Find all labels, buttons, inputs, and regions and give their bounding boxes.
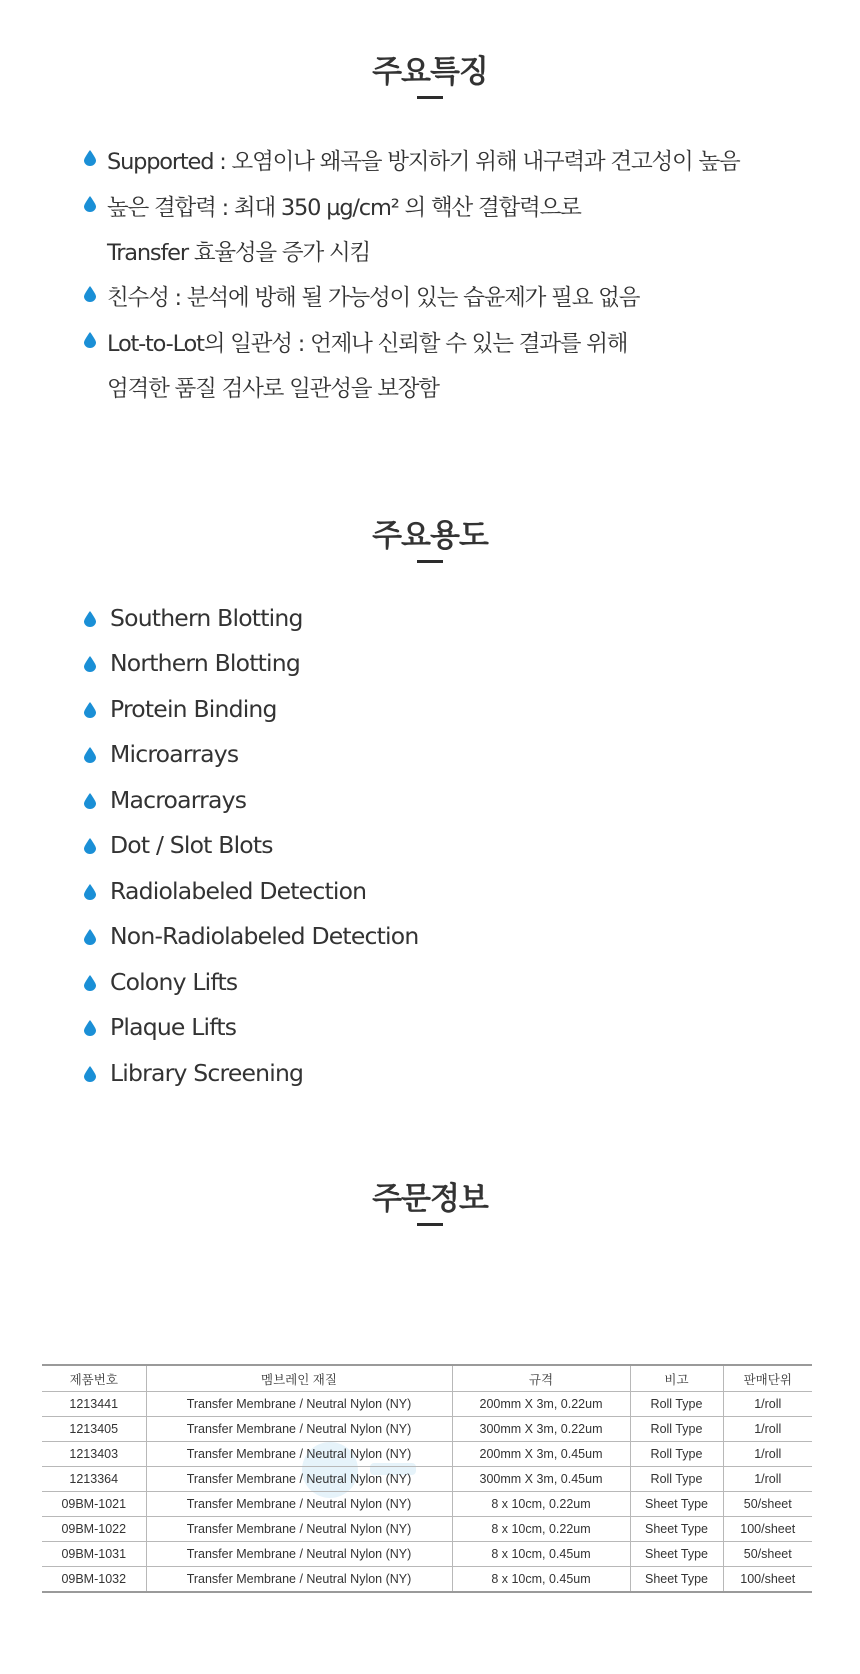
- cell-sales-unit: 100/sheet: [723, 1517, 812, 1542]
- uses-title: 주요용도: [372, 518, 488, 554]
- features-title: 주요특징: [372, 54, 488, 90]
- header-remarks: 비고: [630, 1365, 723, 1392]
- table-row: [42, 1492, 812, 1517]
- cell-specification: 300mm X 3m, 0.22um: [452, 1417, 630, 1442]
- water-drop-icon: [84, 747, 96, 763]
- cell-membrane-material: Transfer Membrane / Neutral Nylon (NY): [146, 1392, 452, 1417]
- cell-remarks: Roll Type: [630, 1392, 723, 1417]
- cell-remarks: Roll Type: [630, 1417, 723, 1442]
- cell-specification: 8 x 10cm, 0.22um: [452, 1492, 630, 1517]
- feature-text-continued: Transfer 효율성을 증가 시킴: [107, 240, 371, 266]
- cell-product-number: 1213441: [42, 1392, 146, 1417]
- feature-text: 높은 결합력 : 최대 350 µg/cm² 의 핵산 결합력으로: [107, 195, 581, 221]
- water-drop-icon: [84, 975, 96, 991]
- cell-membrane-material: Transfer Membrane / Neutral Nylon (NY): [146, 1467, 452, 1492]
- order-title-underline: [417, 1223, 443, 1226]
- cell-specification: 200mm X 3m, 0.45um: [452, 1442, 630, 1467]
- use-text: Southern Blotting: [110, 604, 303, 632]
- use-text: Dot / Slot Blots: [110, 831, 273, 859]
- use-text: Radiolabeled Detection: [110, 877, 367, 905]
- cell-sales-unit: 1/roll: [723, 1417, 812, 1442]
- water-drop-icon: [84, 793, 96, 809]
- water-drop-icon: [84, 332, 96, 348]
- cell-sales-unit: 50/sheet: [723, 1542, 812, 1567]
- header-membrane-material: 멤브레인 재질: [146, 1365, 452, 1392]
- cell-specification: 8 x 10cm, 0.22um: [452, 1517, 630, 1542]
- water-drop-icon: [84, 611, 96, 627]
- cell-sales-unit: 1/roll: [723, 1392, 812, 1417]
- use-text: Microarrays: [110, 740, 239, 768]
- features-title-underline: [417, 96, 443, 99]
- cell-product-number: 1213405: [42, 1417, 146, 1442]
- water-drop-icon: [84, 702, 96, 718]
- table-row: [42, 1417, 812, 1442]
- use-text: Northern Blotting: [110, 649, 300, 677]
- use-text: Non-Radiolabeled Detection: [110, 922, 419, 950]
- use-text: Plaque Lifts: [110, 1013, 237, 1041]
- use-text: Macroarrays: [110, 786, 247, 814]
- cell-product-number: 09BM-1022: [42, 1517, 146, 1542]
- cell-product-number: 1213403: [42, 1442, 146, 1467]
- header-product-number: 제품번호: [42, 1365, 146, 1392]
- uses-title-underline: [417, 560, 443, 563]
- order-table: [42, 1364, 812, 1593]
- order-table-header-row: [42, 1365, 812, 1392]
- cell-remarks: Sheet Type: [630, 1517, 723, 1542]
- cell-remarks: Roll Type: [630, 1467, 723, 1492]
- cell-product-number: 1213364: [42, 1467, 146, 1492]
- water-drop-icon: [84, 1066, 96, 1082]
- cell-specification: 8 x 10cm, 0.45um: [452, 1542, 630, 1567]
- cell-membrane-material: Transfer Membrane / Neutral Nylon (NY): [146, 1517, 452, 1542]
- feature-text: Supported : 오염이나 왜곡을 방지하기 위해 내구력과 견고성이 높음: [107, 149, 740, 175]
- water-drop-icon: [84, 884, 96, 900]
- table-row: [42, 1517, 812, 1542]
- cell-remarks: Roll Type: [630, 1442, 723, 1467]
- cell-membrane-material: Transfer Membrane / Neutral Nylon (NY): [146, 1567, 452, 1593]
- cell-remarks: Sheet Type: [630, 1542, 723, 1567]
- water-drop-icon: [84, 150, 96, 166]
- feature-text: 친수성 : 분석에 방해 될 가능성이 있는 습윤제가 필요 없음: [107, 285, 640, 311]
- cell-sales-unit: 100/sheet: [723, 1567, 812, 1593]
- cell-membrane-material: Transfer Membrane / Neutral Nylon (NY): [146, 1492, 452, 1517]
- use-text: Colony Lifts: [110, 968, 238, 996]
- cell-specification: 200mm X 3m, 0.22um: [452, 1392, 630, 1417]
- cell-remarks: Sheet Type: [630, 1567, 723, 1593]
- order-title: 주문정보: [372, 1181, 488, 1217]
- use-text: Library Screening: [110, 1059, 304, 1087]
- cell-product-number: 09BM-1032: [42, 1567, 146, 1593]
- table-row: [42, 1467, 812, 1492]
- table-row: [42, 1442, 812, 1467]
- cell-membrane-material: Transfer Membrane / Neutral Nylon (NY): [146, 1542, 452, 1567]
- use-text: Protein Binding: [110, 695, 277, 723]
- cell-remarks: Sheet Type: [630, 1492, 723, 1517]
- feature-text-continued: 엄격한 품질 검사로 일관성을 보장함: [107, 376, 439, 402]
- water-drop-icon: [84, 196, 96, 212]
- cell-product-number: 09BM-1031: [42, 1542, 146, 1567]
- feature-text: Lot-to-Lot의 일관성 : 언제나 신뢰할 수 있는 결과를 위해: [107, 331, 628, 357]
- water-drop-icon: [84, 929, 96, 945]
- cell-membrane-material: Transfer Membrane / Neutral Nylon (NY): [146, 1442, 452, 1467]
- table-row: [42, 1567, 812, 1593]
- cell-sales-unit: 1/roll: [723, 1467, 812, 1492]
- cell-specification: 300mm X 3m, 0.45um: [452, 1467, 630, 1492]
- header-specification: 규격: [452, 1365, 630, 1392]
- water-drop-icon: [84, 286, 96, 302]
- water-drop-icon: [84, 838, 96, 854]
- cell-specification: 8 x 10cm, 0.45um: [452, 1567, 630, 1593]
- water-drop-icon: [84, 1020, 96, 1036]
- cell-sales-unit: 50/sheet: [723, 1492, 812, 1517]
- water-drop-icon: [84, 656, 96, 672]
- cell-membrane-material: Transfer Membrane / Neutral Nylon (NY): [146, 1417, 452, 1442]
- cell-sales-unit: 1/roll: [723, 1442, 812, 1467]
- table-row: [42, 1542, 812, 1567]
- table-row: [42, 1392, 812, 1417]
- cell-product-number: 09BM-1021: [42, 1492, 146, 1517]
- header-sales-unit: 판매단위: [723, 1365, 812, 1392]
